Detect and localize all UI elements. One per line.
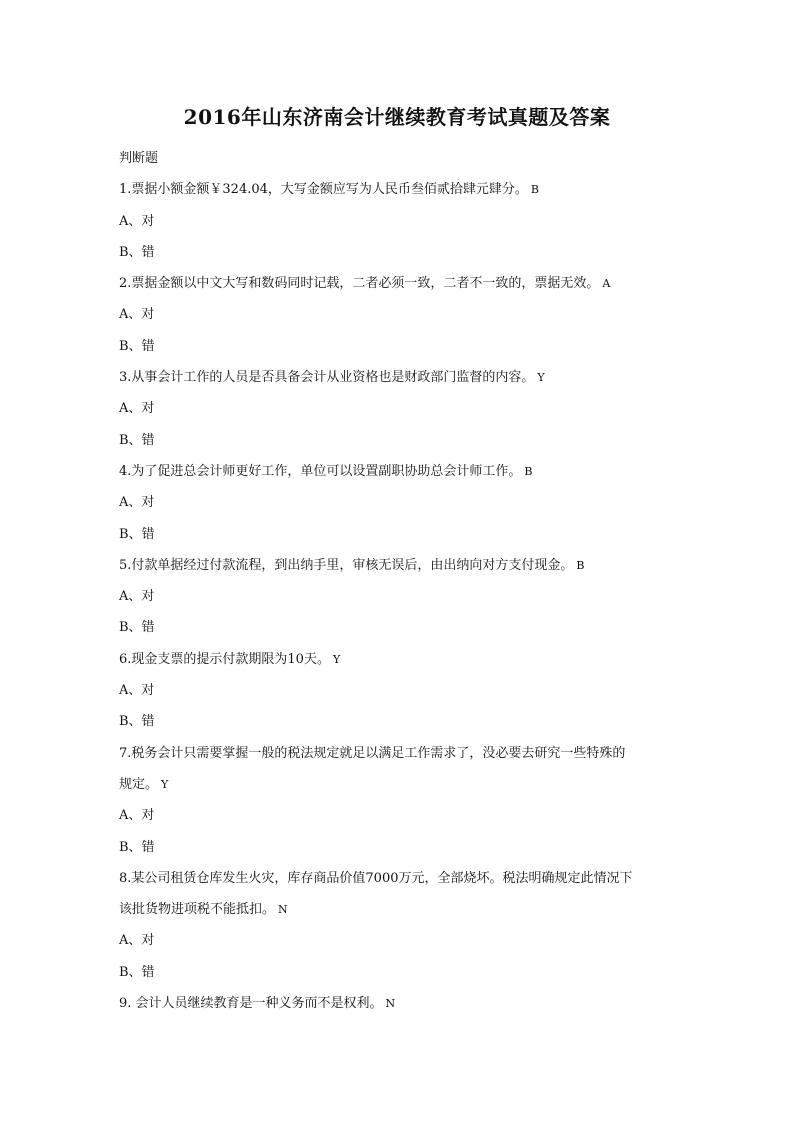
- answer-key: Y: [332, 652, 341, 666]
- answer-key: A: [602, 277, 611, 291]
- question-3: [119, 362, 679, 393]
- question-text-continuation: 该批货物进项税不能抵扣。: [119, 902, 276, 918]
- option-a: A、对: [119, 307, 155, 323]
- question-text: 1.票据小额金额￥324.04，大写金额应写为人民币叁佰贰拾肆元肆分。: [119, 182, 528, 198]
- option-a: A、对: [119, 401, 155, 417]
- answer-key: Y: [537, 371, 545, 385]
- question-6: [119, 644, 679, 675]
- question-text: 6.现金支票的提示付款期限为10天。: [119, 651, 330, 667]
- option-a: A、对: [119, 589, 155, 605]
- question-9: [119, 988, 679, 1019]
- answer-key: Y: [161, 777, 169, 791]
- answer-key: N: [385, 997, 396, 1011]
- question-1: [119, 174, 679, 205]
- option-a: A、对: [119, 808, 155, 824]
- option-a: A、对: [119, 213, 155, 229]
- question-7: [119, 738, 679, 769]
- question-list: [119, 143, 679, 1019]
- question-text: 8.某公司租赁仓库发生火灾，库存商品价值7000万元，全部烧坏。税法明确规定此情况下: [119, 870, 633, 886]
- question-text: 7.税务会计只需要掌握一般的税法规定就足以满足工作需求了，没必要去研究一些特殊的: [119, 745, 626, 761]
- question-text: 9. 会计人员继续教育是一种义务而不是权利。: [119, 996, 383, 1012]
- question-text: 3.从事会计工作的人员是否具备会计从业资格也是财政部门监督的内容。: [119, 370, 535, 386]
- option-a: A、对: [119, 933, 155, 949]
- question-text-continuation: 规定。: [119, 776, 159, 792]
- option-b: B、错: [119, 526, 155, 542]
- option-b: B、错: [119, 244, 155, 260]
- question-text: 4.为了促进总会计师更好工作，单位可以设置副职协助总会计师工作。: [119, 463, 522, 479]
- question-5: [119, 550, 679, 581]
- option-a: A、对: [119, 683, 155, 699]
- question-8-continuation: [119, 894, 679, 925]
- option-b: B、错: [119, 964, 155, 980]
- option-a: A、对: [119, 495, 155, 511]
- section-heading: 判断题: [119, 151, 159, 166]
- question-8: [119, 863, 679, 894]
- answer-key: B: [524, 464, 533, 478]
- option-b: B、错: [119, 839, 155, 855]
- answer-key: N: [278, 903, 288, 917]
- question-text: 2.票据金额以中文大写和数码同时记载，二者必须一致，二者不一致的，票据无效。: [119, 276, 600, 292]
- document-title: 2016年山东济南会计继续教育考试真题及答案: [183, 105, 611, 129]
- option-b: B、错: [119, 338, 155, 354]
- option-b: B、错: [119, 620, 155, 636]
- question-4: [119, 456, 679, 487]
- option-b: B、错: [119, 714, 155, 730]
- question-2: [119, 268, 679, 299]
- question-text: 5.付款单据经过付款流程，到出纳手里，审核无误后，由出纳向对方支付现金。: [119, 557, 574, 573]
- question-7-continuation: [119, 769, 679, 800]
- answer-key: B: [530, 183, 539, 197]
- answer-key: B: [576, 558, 585, 572]
- option-b: B、错: [119, 432, 155, 448]
